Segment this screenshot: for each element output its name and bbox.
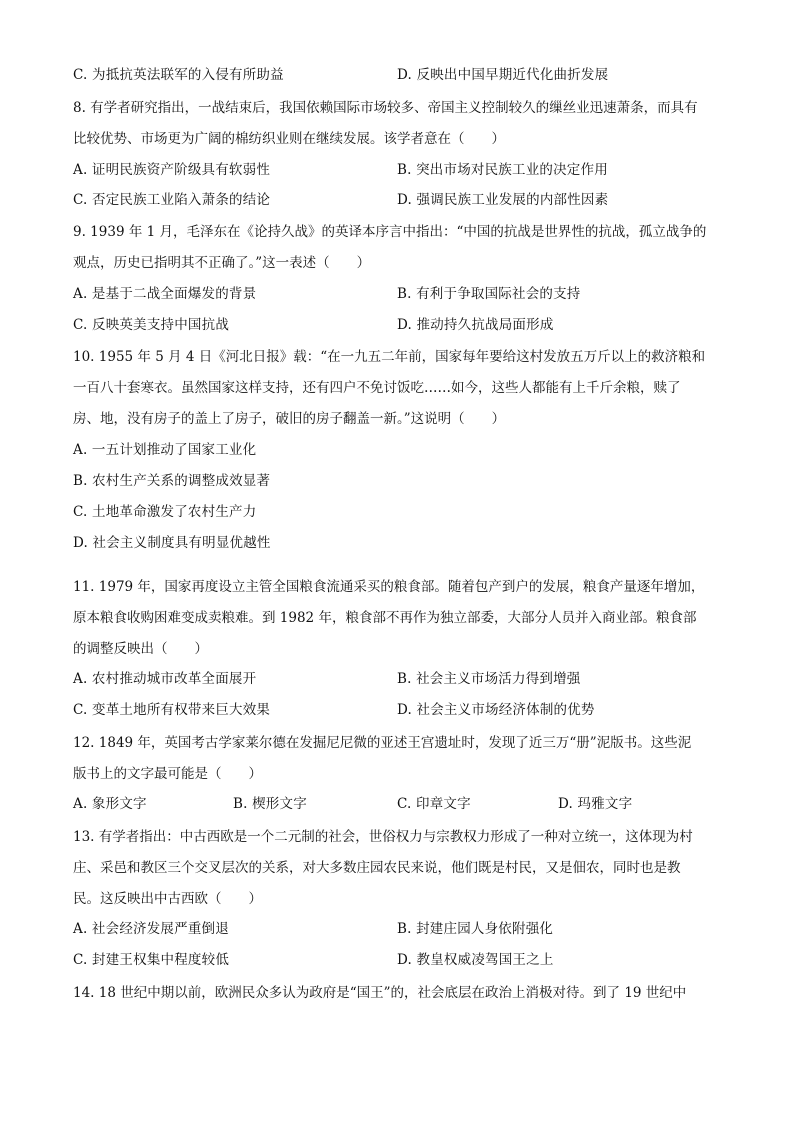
- q7-option-c: C. 为抵抗英法联军的入侵有所助益: [73, 67, 284, 83]
- q8-stem-line: 8. 有学者研究指出，一战结束后，我国依赖国际市场较多、帝国主义控制较久的缫丝业迅速萧条，而具有: [73, 100, 698, 116]
- q9-option-c: C. 反映英美支持中国抗战: [73, 317, 230, 333]
- q12-option-c: C. 印章文字: [397, 796, 471, 812]
- q9-option-d: D. 推动持久抗战局面形成: [397, 317, 554, 333]
- q8-option-b: B. 突出市场对民族工业的决定作用: [397, 162, 608, 178]
- q12-option-d: D. 玛雅文字: [558, 796, 633, 812]
- q10-stem-line: 一百八十套寒衣。虽然国家这样支持，还有四户不免讨饭吃……如今，这些人都能有上千斤余粮，赎了: [73, 380, 681, 396]
- q8-option-c: C. 否定民族工业陷入萧条的结论: [73, 192, 271, 208]
- q13-option-c: C. 封建王权集中程度较低: [73, 952, 230, 968]
- q10-option-b: B. 农村生产关系的调整成效显著: [73, 473, 271, 489]
- q10-option-a: A. 一五计划推动了国家工业化: [73, 442, 257, 458]
- q14-stem-line: 14. 18 世纪中期以前，欧洲民众多认为政府是“国王”的，社会底层在政治上消极对待。到了 19 世纪中: [73, 985, 687, 1001]
- q13-stem-line: 民。这反映出中古西欧（ ）: [73, 891, 262, 907]
- q9-stem: [73, 217, 728, 279]
- q13-option-b: B. 封建庄园人身依附强化: [397, 921, 554, 937]
- q11-stem: [73, 572, 728, 665]
- q13-option-d: D. 教皇权威凌驾国王之上: [397, 952, 554, 968]
- q11-option-b: B. 社会主义市场活力得到增强: [397, 671, 581, 687]
- q9-option-b: B. 有利于争取国际社会的支持: [397, 286, 581, 302]
- q10-option-c: C. 土地革命激发了农村生产力: [73, 504, 257, 520]
- q9-option-a: A. 是基于二战全面爆发的背景: [73, 286, 257, 302]
- q12-stem: [73, 728, 728, 790]
- q12-stem-line: 版书上的文字最可能是（ ）: [73, 766, 262, 782]
- q10-option-d: D. 社会主义制度具有明显优越性: [73, 535, 271, 551]
- q11-stem-line: 11. 1979 年，国家再度设立主管全国粮食流通采买的粮食部。随着包产到户的发展，粮食产量逐年增加，: [73, 579, 705, 595]
- q13-stem-line: 庄、采邑和教区三个交叉层次的关系，对大多数庄园农民来说，他们既是村民，又是佃农，同时也是教: [73, 860, 681, 876]
- q10-stem-line: 房、地，没有房子的盖上了房子，破旧的房子翻盖一新。”这说明（ ）: [73, 411, 506, 427]
- q9-stem-line: 9. 1939 年 1 月，毛泽东在《论持久战》的英译本序言中指出：“中国的抗战是世界性的抗战，孤立战争的: [73, 224, 707, 240]
- q10-stem: [73, 342, 728, 435]
- q13-option-a: A. 社会经济发展严重倒退: [73, 921, 229, 937]
- q11-option-d: D. 社会主义市场经济体制的优势: [397, 702, 595, 718]
- q8-option-d: D. 强调民族工业发展的内部性因素: [397, 192, 609, 208]
- q11-stem-line: 的调整反映出（ ）: [73, 641, 208, 657]
- q13-stem-line: 13. 有学者指出：中古西欧是一个二元制的社会，世俗权力与宗教权力形成了一种对立统一，这体现为村: [73, 829, 693, 845]
- q11-option-c: C. 变革土地所有权带来巨大效果: [73, 702, 271, 718]
- q8-stem-line: 比较优势、市场更为广阔的棉纺织业则在继续发展。该学者意在（ ）: [73, 131, 505, 147]
- q11-option-a: A. 农村推动城市改革全面展开: [73, 671, 257, 687]
- q11-stem-line: 原本粮食收购困难变成卖粮难。到 1982 年，粮食部不再作为独立部委，大部分人员并入商业部。粮食部: [73, 610, 697, 626]
- q12-stem-line: 12. 1849 年，英国考古学家莱尔德在发掘尼尼微的亚述王宫遗址时，发现了近三万“册”泥版书。这些泥: [73, 735, 692, 751]
- q8-stem: [73, 93, 728, 155]
- q7-option-d: D. 反映出中国早期近代化曲折发展: [397, 67, 609, 83]
- q14-stem: [73, 978, 728, 1009]
- q13-stem: [73, 822, 728, 915]
- q8-option-a: A. 证明民族资产阶级具有软弱性: [73, 162, 271, 178]
- q12-option-b: B. 楔形文字: [233, 796, 307, 812]
- q9-stem-line: 观点，历史已指明其不正确了。”这一表述（ ）: [73, 255, 371, 271]
- q10-stem-line: 10. 1955 年 5 月 4 日《河北日报》载：“在一九五二年前，国家每年要给这村发放五万斤以上的救济粮和: [73, 349, 706, 365]
- q12-option-a: A. 象形文字: [73, 796, 147, 812]
